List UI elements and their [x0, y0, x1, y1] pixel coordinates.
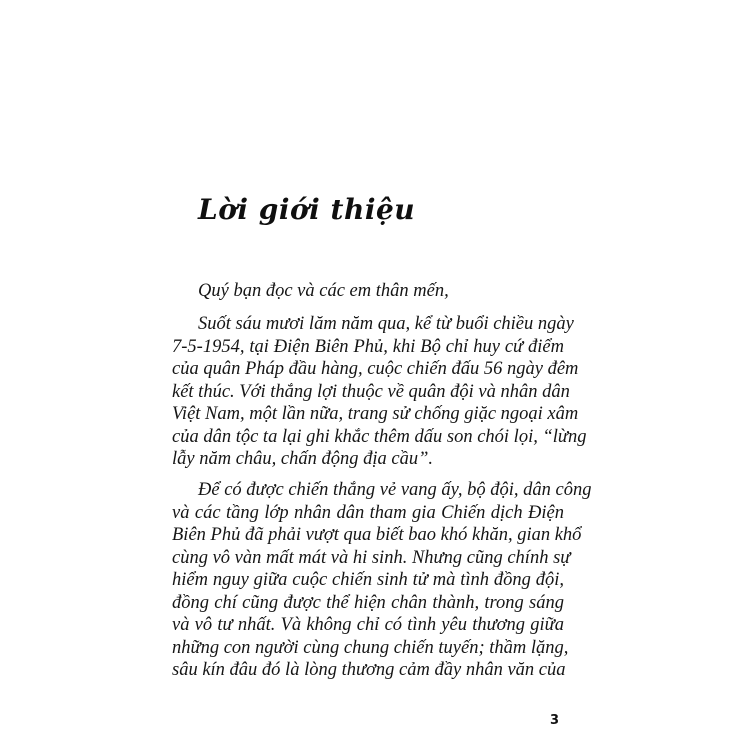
- paragraph-1: [172, 313, 587, 471]
- paragraph-line: Việt Nam, một lần nữa, trang sử chống giặc ngoại xâm: [172, 404, 579, 424]
- paragraph-line: lẫy năm châu, chấn động địa cầu”.: [172, 449, 434, 469]
- paragraph-line: Biên Phủ đã phải vượt qua biết bao khó khăn, gian khổ: [172, 525, 582, 545]
- paragraph-line: Để có được chiến thắng vẻ vang ấy, bộ đội, dân công: [198, 480, 592, 500]
- paragraph-line: sâu kín đâu đó là lòng thương cảm đầy nhân văn của: [172, 660, 566, 680]
- page-number: 3: [550, 713, 560, 728]
- paragraph-line: 7-5-1954, tại Điện Biên Phủ, khi Bộ chỉ huy cứ điểm: [172, 336, 564, 357]
- paragraph-line: của quân Pháp đầu hàng, cuộc chiến đấu 56 ngày đêm: [172, 359, 579, 379]
- paragraph-line: Suốt sáu mươi lăm năm qua, kể từ buổi chiều ngày: [198, 314, 574, 334]
- paragraph-line: kết thúc. Với thắng lợi thuộc về quân đội và nhân dân: [172, 381, 570, 402]
- chapter-heading: Lời giới thiệu: [198, 193, 416, 226]
- paragraph-2: [172, 479, 592, 682]
- greeting-paragraph: [172, 280, 564, 303]
- greeting-line: Quý bạn đọc và các em thân mến,: [198, 281, 449, 301]
- paragraph-line: những con người cùng chung chiến tuyến; thầm lặng,: [172, 637, 569, 658]
- paragraph-line: hiểm nguy giữa cuộc chiến sinh tử mà tình đồng đội,: [172, 570, 564, 590]
- paragraph-line: đồng chí cũng được thể hiện chân thành, trong sáng: [172, 592, 564, 613]
- paragraph-line: của dân tộc ta lại ghi khắc thêm dấu son chói lọi, “lừng: [172, 426, 587, 447]
- paragraph-line: và các tầng lớp nhân dân tham gia Chiến dịch Điện: [172, 502, 564, 523]
- paragraph-line: cùng vô vàn mất mát và hi sinh. Nhưng cũng chính sự: [172, 547, 571, 568]
- paragraph-line: và vô tư nhất. Và không chỉ có tình yêu thương giữa: [172, 615, 564, 635]
